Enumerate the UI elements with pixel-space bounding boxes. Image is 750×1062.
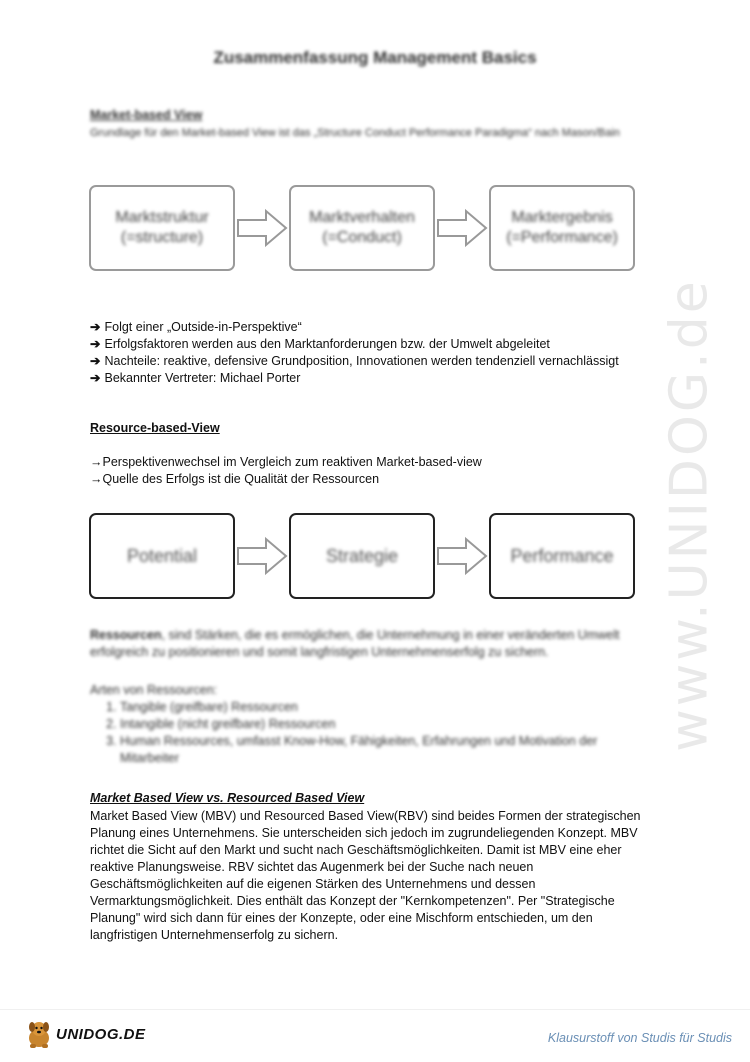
- rbv-heading: Resource-based-View: [90, 421, 220, 435]
- unidog-logo: [22, 1018, 146, 1050]
- resources-definition: [90, 627, 660, 661]
- footer-divider: [0, 1009, 750, 1010]
- mbv-box-performance-line2: (=Performance): [506, 229, 618, 246]
- arrow-right-icon: ➔: [90, 371, 101, 385]
- resources-term: Ressourcen: [90, 628, 162, 642]
- mbv-box-performance-line1: Marktergebnis: [511, 209, 613, 226]
- rbv-bullet-list: [90, 454, 482, 488]
- rbv-arrow-1-icon: [236, 536, 288, 576]
- list-item: ➔ Bekannter Vertreter: Michael Porter: [90, 371, 301, 385]
- mbv-heading: Market-based View: [90, 108, 203, 122]
- list-item: 3. Human Ressources, umfasst Know-How, Fähigkeiten, Erfahrungen und Motivation der Mitarbeiter: [120, 733, 650, 767]
- rbv-box-strategie: Strategie: [289, 513, 435, 599]
- mbv-box-conduct-line1: Marktverhalten: [309, 209, 415, 226]
- arrow-right-icon: →: [90, 472, 103, 486]
- list-item: →Quelle des Erfolgs ist die Qualität der Ressourcen: [90, 472, 380, 486]
- list-item: ➔ Nachteile: reaktive, defensive Grundposition, Innovationen werden tendenziell vernachlässigt: [90, 354, 619, 368]
- footer-tagline: Klausurstoff von Studis für Studis: [547, 1031, 732, 1045]
- compare-text: Market Based View (MBV) und Resourced Based View(RBV) sind beides Formen der strategischen Planung eines Unternehmens. Sie unterscheiden sich jedoch im zugrundeliegenden Konzept. MBV richtet die Sicht auf den Markt und sucht nach Geschäftsmöglichkeiten. Damit ist MBV eine eher reaktive Planungsweise. RBV sichtet das Augenmerk bei der Suche nach neuen Geschäftsmöglichkeiten auf die eigenen Stärken des Unternehmens und dessen Vermarktungsmöglichkeit. Dies enthält das Konzept der "Kernkompetenzen". Per "Strategische Planung" wird sich dann für eines der Konzepte, oder eine Mischform entschieden, um den langfristigen Unternehmenserfolg zu sichern.: [90, 809, 641, 942]
- resource-types-heading: Arten von Ressourcen:: [90, 683, 218, 697]
- logo-text: UNIDOG.DE: [56, 1025, 146, 1043]
- arrow-right-icon: →: [90, 455, 103, 469]
- mbv-box-structure: [89, 185, 235, 271]
- mbv-bullet-list: [90, 319, 619, 387]
- list-item: ➔ Folgt einer „Outside-in-Perspektive“: [90, 320, 302, 334]
- mbv-intro: Grundlage für den Market-based View ist das „Structure Conduct Performance Paradigma“ nach Mason/Bain: [90, 127, 620, 139]
- mbv-box-conduct: [289, 185, 435, 271]
- mbv-box-structure-line2: (=structure): [120, 229, 204, 246]
- dog-mascot-icon: [22, 1018, 56, 1050]
- mbv-box-conduct-line2: (=Conduct): [322, 229, 402, 246]
- resources-text: , sind Stärken, die es ermöglichen, die Unternehmung in einer veränderten Umwelt erfolgreich zu positionieren und somit langfristigen Unternehmenserfolg zu sichern.: [90, 628, 620, 659]
- compare-heading: Market Based View vs. Resourced Based View: [90, 791, 365, 805]
- arrow-right-icon: ➔: [90, 354, 101, 368]
- rbv-box-performance: Performance: [489, 513, 635, 599]
- rbv-box-potential: Potential: [89, 513, 235, 599]
- list-item: →Perspektivenwechsel im Vergleich zum reaktiven Market-based-view: [90, 455, 482, 469]
- list-item: ➔ Erfolgsfaktoren werden aus den Marktanforderungen bzw. der Umwelt abgeleitet: [90, 337, 550, 351]
- mbv-arrow-1-icon: [236, 208, 288, 248]
- mbv-box-structure-line1: Marktstruktur: [115, 209, 209, 226]
- resource-types-list: [90, 699, 650, 767]
- rbv-arrow-2-icon: [436, 536, 488, 576]
- watermark: [640, 280, 740, 750]
- list-item: 1. Tangible (greifbare) Ressourcen: [120, 699, 650, 716]
- arrow-right-icon: ➔: [90, 337, 101, 351]
- page-title: Zusammenfassung Management Basics: [213, 48, 537, 67]
- mbv-arrow-2-icon: [436, 208, 488, 248]
- arrow-right-icon: ➔: [90, 320, 101, 334]
- watermark-text: www.UNIDOG.de: [660, 278, 720, 752]
- list-item: 2. Intangible (nicht greifbare) Ressourcen: [120, 716, 650, 733]
- mbv-box-performance: [489, 185, 635, 271]
